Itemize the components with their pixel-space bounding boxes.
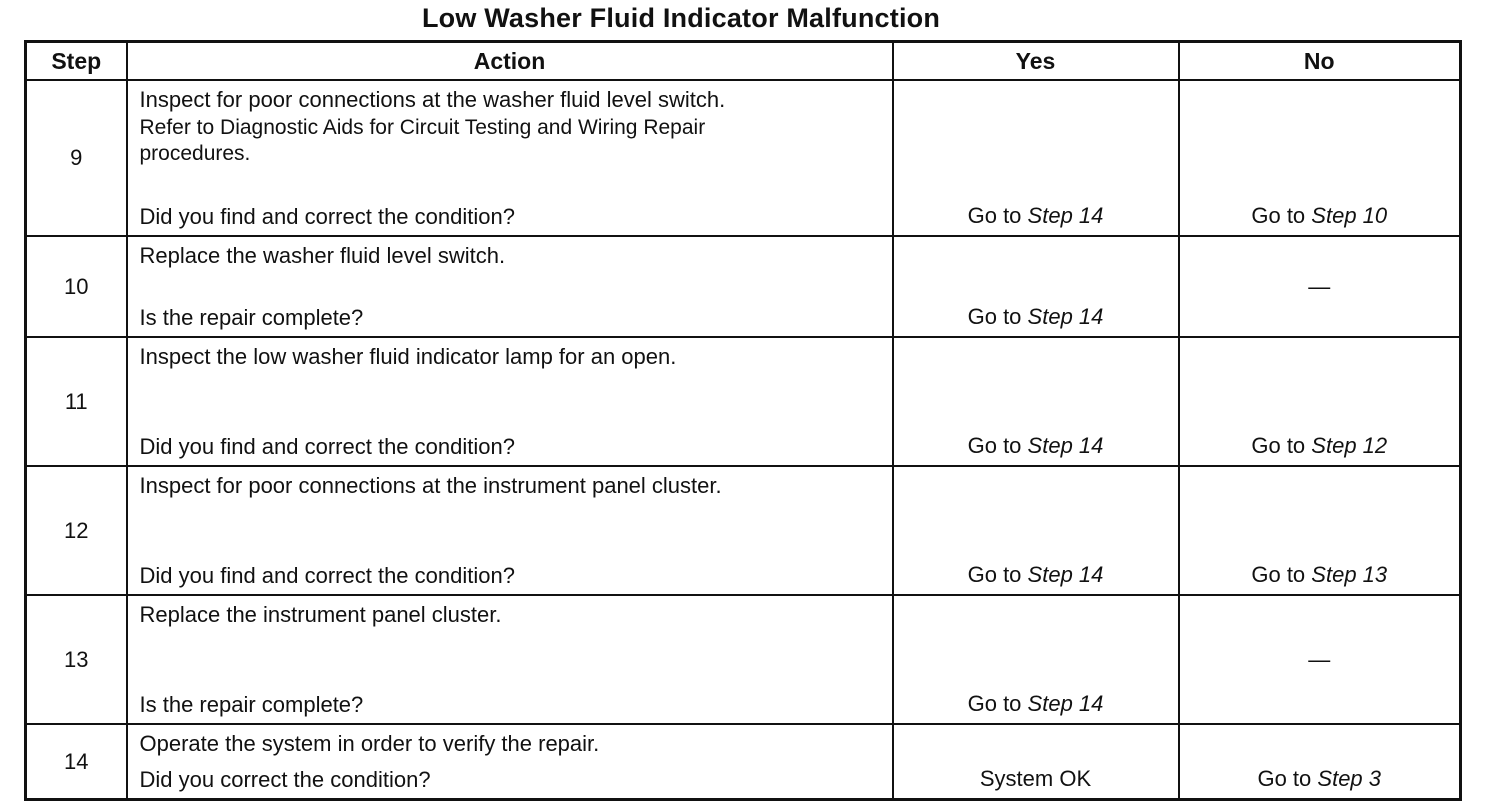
table-row bbox=[26, 236, 1461, 337]
yes-step-ref: Step 14 bbox=[1027, 562, 1104, 587]
action-cell bbox=[127, 337, 893, 466]
yes-cell bbox=[893, 236, 1179, 337]
header-no: No bbox=[1179, 42, 1461, 81]
action-text: Inspect the low washer fluid indicator lamp for an open. bbox=[139, 344, 677, 369]
no-cell bbox=[1179, 337, 1461, 466]
yes-step-ref: Step 14 bbox=[1027, 203, 1104, 228]
diagnostic-table bbox=[24, 40, 1462, 801]
action-text: Replace the instrument panel cluster. bbox=[139, 602, 502, 627]
no-step-ref: Step 10 bbox=[1311, 203, 1388, 228]
page-title: Low Washer Fluid Indicator Malfunction bbox=[421, 3, 941, 33]
no-prefix: Go to bbox=[1257, 766, 1312, 791]
action-question: Did you find and correct the condition? bbox=[139, 204, 515, 229]
yes-cell bbox=[893, 466, 1179, 595]
action-cell bbox=[127, 80, 893, 236]
action-text: procedures. bbox=[139, 142, 251, 165]
no-cell bbox=[1179, 80, 1461, 236]
action-text: Inspect for poor connections at the washer fluid level switch. bbox=[139, 87, 726, 112]
yes-cell bbox=[893, 337, 1179, 466]
yes-cell bbox=[893, 80, 1179, 236]
action-cell bbox=[127, 466, 893, 595]
table-row bbox=[26, 337, 1461, 466]
step-number: 10 bbox=[26, 236, 127, 337]
step-number: 14 bbox=[26, 724, 127, 800]
no-cell bbox=[1179, 466, 1461, 595]
action-question: Is the repair complete? bbox=[139, 692, 364, 717]
action-cell bbox=[127, 236, 893, 337]
yes-prefix: Go to bbox=[967, 203, 1022, 228]
no-prefix: Go to bbox=[1251, 562, 1306, 587]
action-text: Replace the washer fluid level switch. bbox=[139, 243, 506, 268]
no-cell bbox=[1179, 724, 1461, 800]
yes-prefix: Go to bbox=[967, 433, 1022, 458]
action-cell bbox=[127, 724, 893, 800]
step-number: 9 bbox=[26, 80, 127, 236]
action-text: Inspect for poor connections at the instrument panel cluster. bbox=[139, 473, 722, 498]
step-number: 12 bbox=[26, 466, 127, 595]
yes-cell bbox=[893, 595, 1179, 724]
action-question: Did you find and correct the condition? bbox=[139, 563, 515, 588]
yes-step-ref: Step 14 bbox=[1027, 691, 1104, 716]
no-prefix: Go to bbox=[1251, 433, 1306, 458]
yes-prefix: Go to bbox=[967, 304, 1022, 329]
step-number: 13 bbox=[26, 595, 127, 724]
header-yes: Yes bbox=[893, 42, 1179, 81]
action-question: Did you correct the condition? bbox=[139, 767, 431, 792]
table-row bbox=[26, 80, 1461, 236]
action-cell bbox=[127, 595, 893, 724]
action-question: Is the repair complete? bbox=[139, 305, 364, 330]
table-row bbox=[26, 595, 1461, 724]
no-step-ref: Step 13 bbox=[1311, 562, 1388, 587]
yes-prefix: Go to bbox=[967, 691, 1022, 716]
header-step: Step bbox=[26, 42, 127, 81]
step-number: 11 bbox=[26, 337, 127, 466]
no-step-ref: Step 3 bbox=[1317, 766, 1382, 791]
no-cell: — bbox=[1179, 236, 1461, 337]
no-prefix: Go to bbox=[1251, 203, 1306, 228]
action-question: Did you find and correct the condition? bbox=[139, 434, 515, 459]
no-cell: — bbox=[1179, 595, 1461, 724]
action-text: Refer to Diagnostic Aids for Circuit Testing and Wiring Repair bbox=[139, 116, 706, 139]
table-row bbox=[26, 466, 1461, 595]
yes-step-ref: Step 14 bbox=[1027, 304, 1104, 329]
header-action: Action bbox=[127, 42, 893, 81]
no-step-ref: Step 12 bbox=[1311, 433, 1388, 458]
yes-prefix: Go to bbox=[967, 562, 1022, 587]
action-text: Operate the system in order to verify the repair. bbox=[139, 731, 600, 756]
yes-cell: System OK bbox=[893, 724, 1179, 800]
table-row bbox=[26, 724, 1461, 800]
yes-step-ref: Step 14 bbox=[1027, 433, 1104, 458]
header-row bbox=[26, 42, 1461, 81]
